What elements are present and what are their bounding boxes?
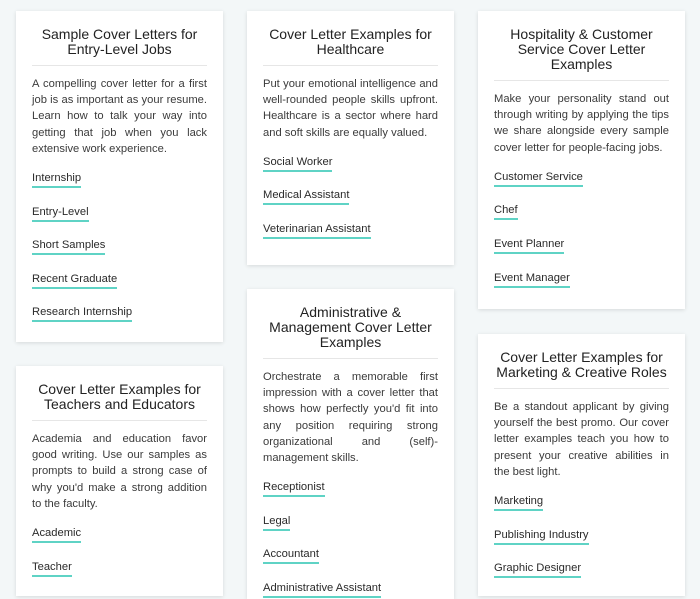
link-list [32,526,207,577]
link-entry-level[interactable]: Entry-Level [32,205,89,222]
card-divider [32,65,207,66]
card-title: Hospitality & Customer Service Cover Letter Examples [510,26,653,72]
link-graphic-designer[interactable]: Graphic Designer [494,561,581,578]
link-list [494,494,669,578]
link-veterinarian-assistant[interactable]: Veterinarian Assistant [263,222,371,239]
link-marketing[interactable]: Marketing [494,494,543,511]
card-teachers [16,366,223,596]
link-list [263,480,438,598]
link-social-worker[interactable]: Social Worker [263,155,332,172]
link-receptionist[interactable]: Receptionist [263,480,325,497]
card-divider [32,420,207,421]
link-legal[interactable]: Legal [263,514,290,531]
card-healthcare [247,11,454,265]
link-research-internship[interactable]: Research Internship [32,305,132,322]
card-description: Be a standout applicant by giving yourself the best promo. Our cover letter examples teach you how to present your creative abilities in the best light. [494,401,669,478]
card-administrative [247,289,454,599]
link-administrative-assistant[interactable]: Administrative Assistant [263,581,381,598]
link-short-samples[interactable]: Short Samples [32,238,105,255]
link-list [32,171,207,322]
card-description: A compelling cover letter for a first job is as important as your resume. Learn how to talk your way into getting that job when you lack extensive work experience. [32,78,207,155]
link-publishing-industry[interactable]: Publishing Industry [494,528,589,545]
link-teacher[interactable]: Teacher [32,560,72,577]
card-description: Academia and education favor good writing. Use our samples as prompts to build a strong case of why you'd make a strong addition to the faculty. [32,433,207,510]
card-description: Orchestrate a memorable first impression with a cover letter that shows how perfectly you'd fit into any position requiring strong organizational and (self)-management skills. [263,371,438,465]
card-hospitality [478,11,685,309]
link-customer-service[interactable]: Customer Service [494,170,583,187]
card-description: Make your personality stand out through writing by applying the tips we share alongside every sample cover letter for people-facing jobs. [494,93,669,154]
card-title: Cover Letter Examples for Healthcare [269,26,432,57]
card-divider [263,65,438,66]
card-marketing [478,334,685,596]
link-list [263,155,438,239]
card-title: Cover Letter Examples for Teachers and Educators [38,381,201,412]
link-accountant[interactable]: Accountant [263,547,319,564]
link-chef[interactable]: Chef [494,203,518,220]
card-description: Put your emotional intelligence and well-rounded people skills upfront. Healthcare is a sector where hard and soft skills are equally valued. [263,78,438,139]
link-event-planner[interactable]: Event Planner [494,237,564,254]
link-list [494,170,669,288]
card-title: Sample Cover Letters for Entry-Level Jobs [41,26,198,57]
link-medical-assistant[interactable]: Medical Assistant [263,188,349,205]
link-academic[interactable]: Academic [32,526,81,543]
card-title: Cover Letter Examples for Marketing & Creative Roles [496,349,667,380]
link-recent-graduate[interactable]: Recent Graduate [32,272,117,289]
card-divider [494,80,669,81]
link-event-manager[interactable]: Event Manager [494,271,570,288]
card-divider [494,388,669,389]
card-divider [263,358,438,359]
link-internship[interactable]: Internship [32,171,81,188]
card-title: Administrative & Management Cover Letter Examples [269,304,432,350]
card-entry-level [16,11,223,342]
